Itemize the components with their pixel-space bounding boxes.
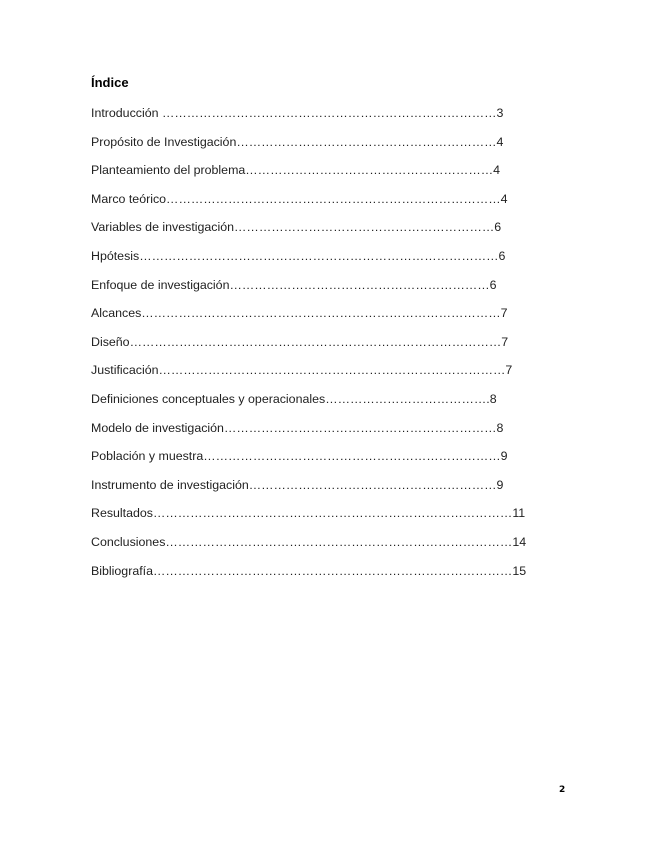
toc-entry-conclusiones: Conclusiones…………………………………………………………………………14 [91, 534, 527, 549]
toc-entry-instrumento: Instrumento de investigación……………………………………………………9 [91, 477, 504, 492]
toc-entry-diseno: Diseño………………………………………………………………………………7 [91, 334, 509, 349]
toc-entry-planteamiento: Planteamiento del problema……………………………………………………4 [91, 163, 500, 178]
toc-entry-bibliografia: Bibliografía……………………………………………………………………………15 [91, 563, 527, 578]
toc-entry-proposito: Propósito de Investigación………………………………………………………4 [91, 134, 504, 149]
toc-entry-marco-teorico: Marco teórico………………………………………………………………………4 [91, 191, 508, 206]
toc-entry-alcances: Alcances……………………………………………………………………………7 [91, 306, 508, 321]
toc-entry-definiciones: Definiciones conceptuales y operacionales………………………………….8 [91, 391, 497, 406]
toc-entry-modelo: Modelo de investigación…………………………………………………………8 [91, 420, 504, 435]
toc-entry-poblacion: Población y muestra………………………………………………………………9 [91, 449, 508, 464]
toc-entry-justificacion: Justificación…………………………………………………………………………7 [91, 363, 513, 378]
toc-list [91, 104, 526, 590]
toc-entry-variables: Variables de investigación………………………………………………………6 [91, 220, 502, 235]
toc-entry-introduccion: Introducción ………………………………………………………………………3 [91, 106, 504, 120]
toc-title: Índice [91, 75, 129, 90]
toc-entry-enfoque: Enfoque de investigación………………………………………………………6 [91, 277, 497, 292]
toc-entry-hipotesis: Hpótesis……………………………………………………………………………6 [91, 248, 506, 263]
toc-entry-resultados: Resultados……………………………………………………………………………11 [91, 506, 526, 521]
page-number: 2 [559, 785, 566, 795]
